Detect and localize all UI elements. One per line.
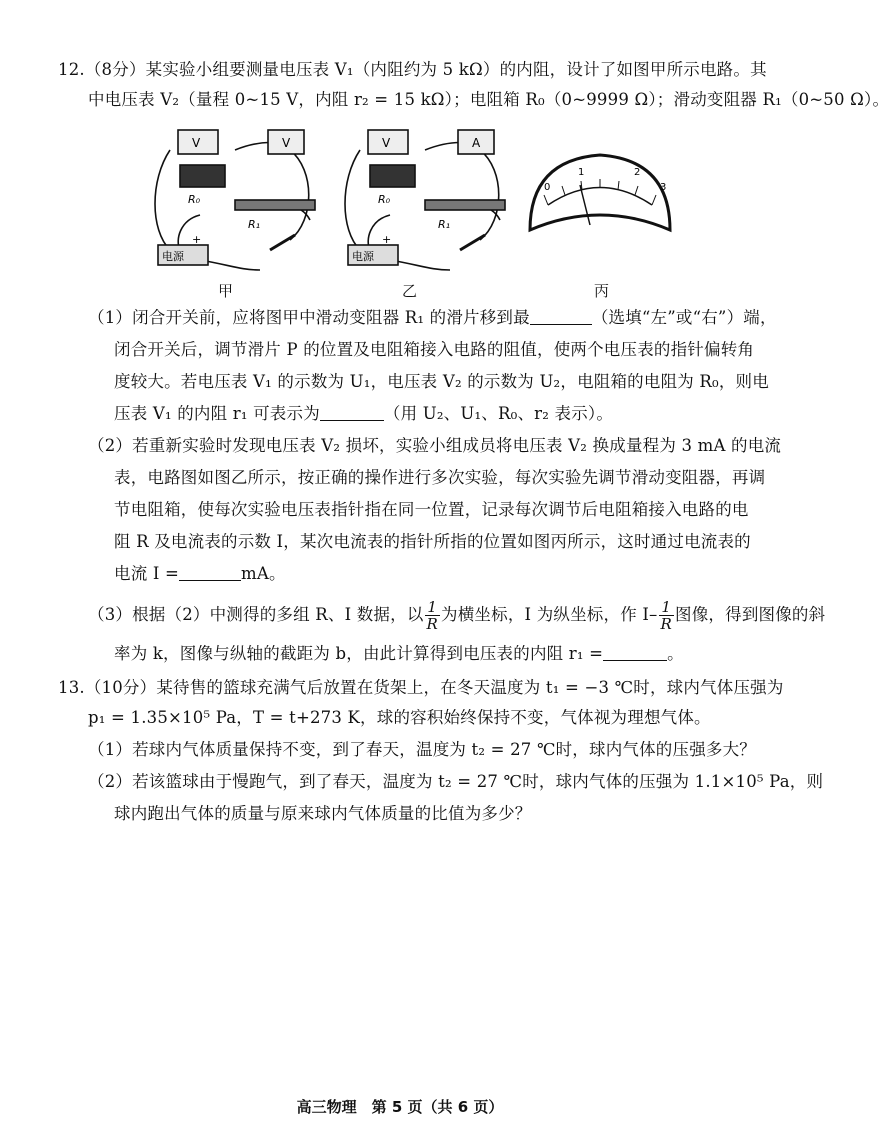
figure-label-bing: 丙 [594, 282, 610, 300]
r1-label-yi: R₁ [438, 218, 451, 231]
q13-line-1: 13.（10分）某待售的篮球充满气后放置在货架上，在冬天温度为 t₁ = −3 ℃时，球内气体压强为 [58, 678, 784, 697]
q12-p1-line-2: 闭合开关后，调节滑片 P 的位置及电阻箱接入电路的阻值，使两个电压表的指针偏转角 [114, 340, 755, 359]
figure-label-yi: 乙 [402, 282, 418, 300]
plus-yi: + [382, 233, 392, 246]
q12-p2-text-b: mA。 [241, 564, 286, 583]
page-footer: 高三物理 第 5 页（共 6 页） [296, 1098, 504, 1116]
answer-blank-1[interactable] [530, 308, 592, 325]
q12-p3-text-e: 。 [667, 644, 684, 663]
q12-p2-line-4: 阻 R 及电流表的示数 I，某次电流表的指针所指的位置如图丙所示，这时通过电流表的 [114, 532, 751, 551]
power-label-jia: 电源 [162, 250, 184, 263]
fraction-1-over-r [425, 599, 441, 632]
q13-p2-line-1: （2）若该篮球由于慢跑气，到了春天，温度为 t₂ = 27 ℃时，球内气体的压强为 1.1×10⁵ Pa，则 [88, 772, 824, 791]
figures-svg [140, 120, 700, 300]
answer-blank-3[interactable] [179, 564, 241, 581]
figure-yi [345, 130, 505, 270]
q12-p1-text-d: （用 U₂、U₁、R₀、r₂ 表示）。 [383, 404, 614, 423]
q12-p2-line-3: 节电阻箱，使每次实验电压表指针指在同一位置，记录每次调节后电阻箱接入电路的电 [114, 500, 749, 519]
fraction-denominator: R [426, 615, 439, 633]
circuit-figures [140, 120, 700, 300]
fraction-denominator-2: R [660, 615, 673, 633]
q12-p1-text-c: 压表 V₁ 的内阻 r₁ 可表示为 [114, 404, 320, 423]
q13-line-2: p₁ = 1.35×10⁵ Pa，T = t+273 K，球的容积始终保持不变，气体视为理想气体。 [88, 708, 711, 727]
q12-p2-line-1: （2）若重新实验时发现电压表 V₂ 损坏，实验小组成员将电压表 V₂ 换成量程为 3 mA 的电流 [88, 436, 782, 455]
q12-p1-line-3: 度较大。若电压表 V₁ 的示数为 U₁，电压表 V₂ 的示数为 U₂，电阻箱的电阻为 R₀，则电 [114, 372, 769, 391]
fraction-numerator: 1 [425, 599, 441, 616]
plus-jia: + [192, 233, 202, 246]
q12-p2-text-a: 电流 I = [114, 564, 180, 583]
v2-label-jia: V [282, 136, 291, 150]
power-label-yi: 电源 [352, 250, 374, 263]
dial-tick-2: 2 [634, 167, 641, 178]
q12-p3-line-1 [88, 598, 825, 632]
r1-label-jia: R₁ [248, 218, 261, 231]
figure-jia [155, 130, 315, 270]
v1-label-yi: V [382, 136, 391, 150]
q12-p3-text-a: （3）根据（2）中测得的多组 R、I 数据，以 [88, 605, 424, 624]
q12-p3-text-d: 率为 k，图像与纵轴的截距为 b，由此计算得到电压表的内阻 r₁ = [114, 644, 604, 663]
q12-p2-line-5 [114, 562, 286, 586]
figure-bing-ammeter-dial [530, 155, 670, 230]
q12-p1-line-4 [114, 402, 613, 426]
dial-tick-1: 1 [578, 167, 585, 178]
q12-p1-line-1 [88, 306, 777, 330]
q12-p3-text-b: 为横坐标，I 为纵坐标，作 I– [441, 605, 658, 624]
r0-label-yi: R₀ [378, 193, 391, 206]
q12-p1-text-a: （1）闭合开关前，应将图甲中滑动变阻器 R₁ 的滑片移到最 [88, 308, 530, 327]
dial-tick-3: 3 [660, 182, 667, 193]
q12-line-2: 中电压表 V₂（量程 0~15 V，内阻 r₂ = 15 kΩ）；电阻箱 R₀（0~9999 Ω）；滑动变阻器 R₁（0~50 Ω）。 [88, 90, 889, 109]
a-label-yi: A [472, 136, 481, 150]
q12-p3-text-c: 图像，得到图像的斜 [675, 605, 826, 624]
q13-p2-line-2: 球内跑出气体的质量与原来球内气体质量的比值为多少？ [114, 804, 532, 823]
r0-label-jia: R₀ [188, 193, 201, 206]
q12-line-1: 12.（8分）某实验小组要测量电压表 V₁（内阻约为 5 kΩ）的内阻，设计了如图甲所示电路。其 [58, 60, 767, 79]
v1-label-jia: V [192, 136, 201, 150]
answer-blank-2[interactable] [320, 404, 384, 421]
q12-p1-text-b: （选填“左”或“右”）端， [591, 308, 777, 327]
dial-tick-0: 0 [544, 182, 551, 193]
q12-p3-line-2 [114, 642, 684, 666]
fraction-1-over-r-2 [659, 599, 675, 632]
answer-blank-4[interactable] [603, 644, 667, 661]
fraction-numerator-2: 1 [659, 599, 675, 616]
q12-p2-line-2: 表，电路图如图乙所示，按正确的操作进行多次实验，每次实验先调节滑动变阻器，再调 [114, 468, 766, 487]
q13-p1: （1）若球内气体质量保持不变，到了春天，温度为 t₂ = 27 ℃时，球内气体的压强多大？ [88, 740, 757, 759]
figure-label-jia: 甲 [218, 282, 234, 300]
